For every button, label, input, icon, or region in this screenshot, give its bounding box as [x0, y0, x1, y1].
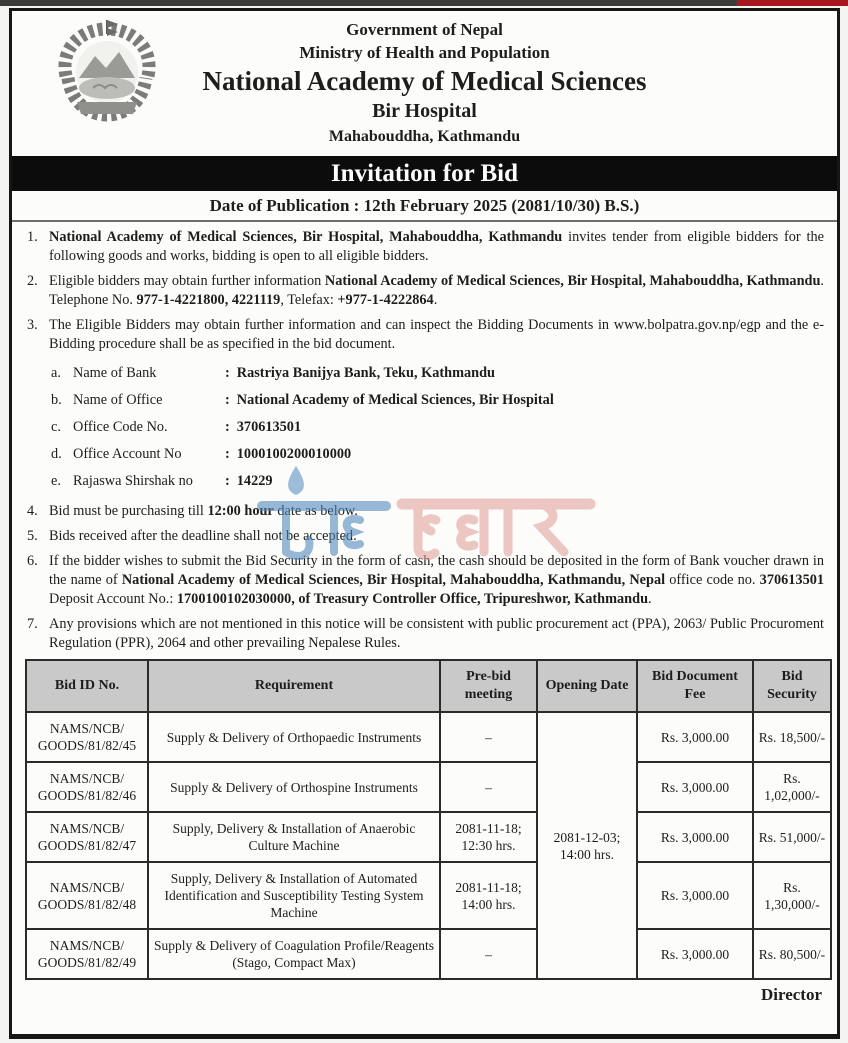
item-marker: 7. — [27, 616, 38, 632]
notice-item-5 — [25, 527, 824, 546]
cell-opening-date: 2081-12-03; 14:00 hrs. — [537, 712, 637, 979]
bank-row-label: Name of Bank — [73, 365, 157, 381]
cell-requirement: Supply & Delivery of Orthopaedic Instruments — [148, 712, 440, 762]
item-text: The Eligible Bidders may obtain further information and can inspect the Bidding Documents in www.bolpatra.gov.np/egp and the e-Bidding procedure shall be as specified in the bid document. — [49, 317, 824, 352]
bank-row-marker: d. — [51, 446, 62, 462]
item-marker: 5. — [27, 528, 38, 544]
bank-details-list — [51, 360, 824, 495]
col-header-security: Bid Security — [753, 660, 831, 712]
cell-prebid: – — [440, 929, 537, 979]
cell-prebid: 2081-11-18; 12:30 hrs. — [440, 812, 537, 862]
item-marker: 6. — [27, 553, 38, 569]
bank-detail-row — [51, 387, 824, 414]
scan-edge-strip-dark — [0, 0, 737, 6]
notice-items — [25, 228, 824, 653]
notice-item-2 — [25, 272, 824, 310]
cell-fee: Rs. 3,000.00 — [637, 812, 753, 862]
invitation-for-bid-banner: Invitation for Bid — [12, 156, 837, 191]
colon-separator: : — [225, 365, 230, 381]
colon-separator: : — [225, 392, 230, 408]
notice-item-3 — [25, 316, 824, 354]
col-header-opening-date: Opening Date — [537, 660, 637, 712]
colon-separator: : — [225, 446, 230, 462]
bank-row-label: Rajaswa Shirshak no — [73, 473, 193, 489]
bid-table-header-row — [26, 660, 831, 712]
header-hospital: Bir Hospital — [372, 100, 477, 122]
cell-fee: Rs. 3,000.00 — [637, 712, 753, 762]
col-header-bid-id: Bid ID No. — [26, 660, 148, 712]
col-header-doc-fee: Bid Document Fee — [637, 660, 753, 712]
item-text: If the bidder wishes to submit the Bid Security in the form of cash, the cash should be deposited in the form of Bank voucher drawn in the name of National Academy of Medical Sciences, Bir Hospital, Mahabouddha, Kathmandu, Nepal office code no. 370613501 Deposit Account No.: 1700100102030000, of Treasury Controller Office, Tripureshwor, Kathmandu. — [49, 553, 825, 607]
cell-security: Rs. 51,000/- — [753, 812, 831, 862]
signature-director: Director — [760, 985, 822, 1004]
cell-bid-id: NAMS/NCB/ GOODS/81/82/48 — [26, 862, 148, 929]
cell-bid-id: NAMS/NCB/ GOODS/81/82/49 — [26, 929, 148, 979]
notice-item-6 — [25, 552, 824, 609]
document-header — [25, 15, 824, 149]
bank-row-label: Office Code No. — [73, 419, 168, 435]
bank-row-value: : 1000100200010000 — [225, 446, 352, 462]
item-text: National Academy of Medical Sciences, Bir Hospital, Mahabouddha, Kathmandu invites tender from eligible bidders for the following goods and works, bidding is open to all eligible bidders. — [49, 229, 824, 264]
scan-edge-strip-red — [737, 0, 848, 6]
item-marker: 4. — [27, 503, 38, 519]
notice-document — [9, 8, 840, 1039]
publication-date-line: Date of Publication : 12th February 2025 (2081/10/30) B.S.) — [12, 191, 837, 222]
cell-prebid: 2081-11-18; 14:00 hrs. — [440, 862, 537, 929]
bid-table — [25, 659, 832, 980]
item-text: Any provisions which are not mentioned in this notice will be consistent with public procurement act (PPA), 2063/ Public Procuroment Regulation (PPR), 2064 and other prevailing Nepalese Rules. — [49, 616, 824, 651]
scan-edge-strip — [0, 0, 848, 6]
cell-fee: Rs. 3,000.00 — [637, 862, 753, 929]
cell-security: Rs. 1,30,000/- — [753, 862, 831, 929]
cell-bid-id: NAMS/NCB/ GOODS/81/82/46 — [26, 762, 148, 812]
table-row — [26, 712, 831, 762]
item-text: Bids received after the deadline shall not be accepted. — [49, 528, 357, 544]
colon-separator: : — [225, 473, 230, 489]
bank-row-label: Name of Office — [73, 392, 163, 408]
bank-row-marker: b. — [51, 392, 62, 408]
item-marker: 1. — [27, 229, 38, 245]
nepal-government-emblem-icon — [51, 18, 163, 122]
item-text: Bid must be purchasing till 12:00 hour date as below. — [49, 503, 358, 519]
notice-item-7 — [25, 615, 824, 653]
cell-bid-id: NAMS/NCB/ GOODS/81/82/47 — [26, 812, 148, 862]
notice-item-1 — [25, 228, 824, 266]
cell-requirement: Supply & Delivery of Orthospine Instruments — [148, 762, 440, 812]
header-government: Government of Nepal — [346, 20, 503, 39]
col-header-prebid: Pre-bid meeting — [440, 660, 537, 712]
bank-detail-row — [51, 441, 824, 468]
item-text: Eligible bidders may obtain further information National Academy of Medical Sciences, Bir Hospital, Mahabouddha, Kathmandu. Telephone No. 977-1-4221800, 4221119, Telefax: +977-1-4222864. — [49, 273, 824, 308]
cell-security: Rs. 18,500/- — [753, 712, 831, 762]
bank-row-marker: c. — [51, 419, 61, 435]
bank-row-marker: e. — [51, 473, 61, 489]
header-address: Mahabouddha, Kathmandu — [328, 128, 521, 145]
header-ministry: Ministry of Health and Population — [299, 43, 550, 62]
bank-row-value: : National Academy of Medical Sciences, Bir Hospital — [225, 392, 554, 408]
col-header-requirement: Requirement — [148, 660, 440, 712]
bank-detail-row — [51, 360, 824, 387]
cell-requirement: Supply, Delivery & Installation of Automated Identification and Susceptibility Testing System Machine — [148, 862, 440, 929]
bank-row-label: Office Account No — [73, 446, 182, 462]
bank-row-value: : Rastriya Banijya Bank, Teku, Kathmandu — [225, 365, 495, 381]
bank-detail-row — [51, 414, 824, 441]
item-marker: 3. — [27, 317, 38, 333]
bank-row-value: : 14229 — [225, 473, 273, 489]
cell-fee: Rs. 3,000.00 — [637, 762, 753, 812]
item-marker: 2. — [27, 273, 38, 289]
cell-bid-id: NAMS/NCB/ GOODS/81/82/45 — [26, 712, 148, 762]
cell-security: Rs. 1,02,000/- — [753, 762, 831, 812]
table-row — [26, 762, 831, 812]
cell-fee: Rs. 3,000.00 — [637, 929, 753, 979]
header-academy: National Academy of Medical Sciences — [202, 66, 647, 96]
cell-requirement: Supply, Delivery & Installation of Anaerobic Culture Machine — [148, 812, 440, 862]
table-row — [26, 812, 831, 862]
colon-separator: : — [225, 419, 230, 435]
cell-requirement: Supply & Delivery of Coagulation Profile/Reagents (Stago, Compact Max) — [148, 929, 440, 979]
cell-prebid: – — [440, 762, 537, 812]
table-row — [26, 929, 831, 979]
table-row — [26, 862, 831, 929]
bank-row-value: : 370613501 — [225, 419, 302, 435]
cell-prebid: – — [440, 712, 537, 762]
cell-security: Rs. 80,500/- — [753, 929, 831, 979]
bank-row-marker: a. — [51, 365, 61, 381]
bank-detail-row — [51, 468, 824, 495]
notice-item-4 — [25, 502, 824, 521]
